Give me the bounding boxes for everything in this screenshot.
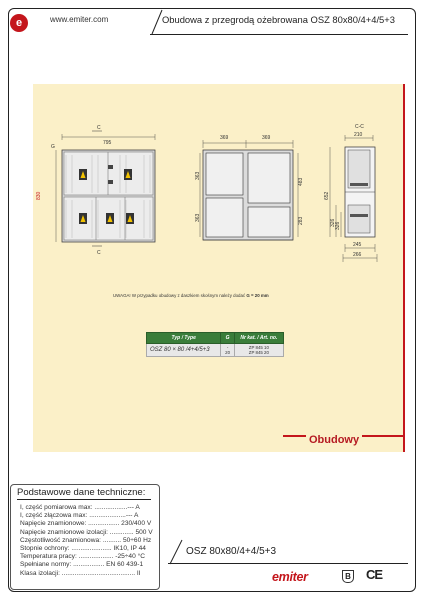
specs-list <box>20 504 170 578</box>
drawing-canvas <box>33 84 405 452</box>
spec-item: Częstotliwość znamionowa: .......... 50÷60 Hz <box>20 536 152 544</box>
section-height-small: 326 <box>335 221 341 230</box>
footer-slash-icon <box>168 538 184 566</box>
section-marker-bottom: C <box>97 250 101 256</box>
specs-title: Podstawowe dane techniczne: <box>17 487 146 498</box>
mid-height-bottom-right: 283 <box>298 216 304 225</box>
mid-height-bottom-left: 363 <box>195 213 201 222</box>
warning-note <box>113 293 269 298</box>
table-header-type: Typ / Type <box>147 333 221 344</box>
spec-item: Temperatura pracy: ................... -25÷40 °C <box>20 553 145 561</box>
section-marker-top: C <box>97 125 101 131</box>
category-label: Obudowy <box>306 434 362 446</box>
page-title: Obudowa z przegrodą ożebrowana OSZ 80x80/4+4/5+3 <box>162 14 395 25</box>
mid-height-top-right: 483 <box>298 177 304 186</box>
section-bottom-outer: 266 <box>353 252 362 258</box>
table-header-art: Nr kat. / Art. no. <box>234 333 283 344</box>
website-link[interactable]: www.emiter.com <box>50 15 109 24</box>
spec-item: Klasa izolacji: ........................................ II <box>20 569 141 577</box>
section-top-width: 210 <box>354 132 363 138</box>
b-certificate-icon: B <box>342 570 354 583</box>
emiter-logo-icon: e <box>10 14 28 32</box>
footer-title: OSZ 80x80/4+4/5+3 <box>186 546 277 557</box>
spec-item: Napięcie znamionowe: ................. 230/400 V <box>20 520 152 528</box>
front-height-dim: 830 <box>36 191 42 200</box>
brand-logo: emiter <box>272 570 308 584</box>
warning-note-bold: G = 20 mm <box>246 293 269 298</box>
product-table <box>146 332 284 357</box>
spec-item: I, część złączowa max: ....................--- A <box>20 512 139 520</box>
red-accent-line <box>403 84 405 452</box>
ce-mark-icon: CE <box>366 567 383 582</box>
table-header-g: G <box>221 333 234 344</box>
header-rule <box>150 34 408 35</box>
mid-width-right: 369 <box>262 135 271 141</box>
front-width-dim: 795 <box>103 140 112 146</box>
section-label: C-C <box>355 124 364 130</box>
g-label: G <box>51 144 55 150</box>
warning-note-text: UWAGA! W przypadku obudowy z daszkiem skośnym należy dodać <box>113 293 247 298</box>
art-number-2: ZP 845 20 <box>248 350 269 355</box>
spec-item: Spełniane normy: ................. EN 60 439-1 <box>20 561 144 569</box>
spec-item: Stopnie ochrony: ...................... IK10, IP 44 <box>20 545 146 553</box>
table-cell-art <box>234 344 283 357</box>
footer-rule <box>168 563 408 564</box>
mid-height-top-left: 363 <box>195 171 201 180</box>
specs-underline <box>17 499 151 500</box>
mid-width-left: 369 <box>220 135 229 141</box>
table-cell-type: OSZ 80 × 80 /4+4/5+3 <box>147 344 221 357</box>
spec-item: I, część pomiarowa max: ..................--- A <box>20 504 140 511</box>
table-row <box>147 344 284 357</box>
section-height-lower: 326 <box>330 218 336 227</box>
table-header-row <box>147 333 284 344</box>
table-cell-g <box>221 344 234 357</box>
spec-item: Napięcie znamionowe izolacji: ............. 500 V <box>20 528 153 536</box>
art-number-1: ZP 845 10 <box>248 345 269 350</box>
g-value-1: - <box>226 345 229 350</box>
section-bottom-inner: 245 <box>353 242 362 248</box>
g-value-2: 20 <box>225 350 231 355</box>
section-height-total: 652 <box>324 191 330 200</box>
